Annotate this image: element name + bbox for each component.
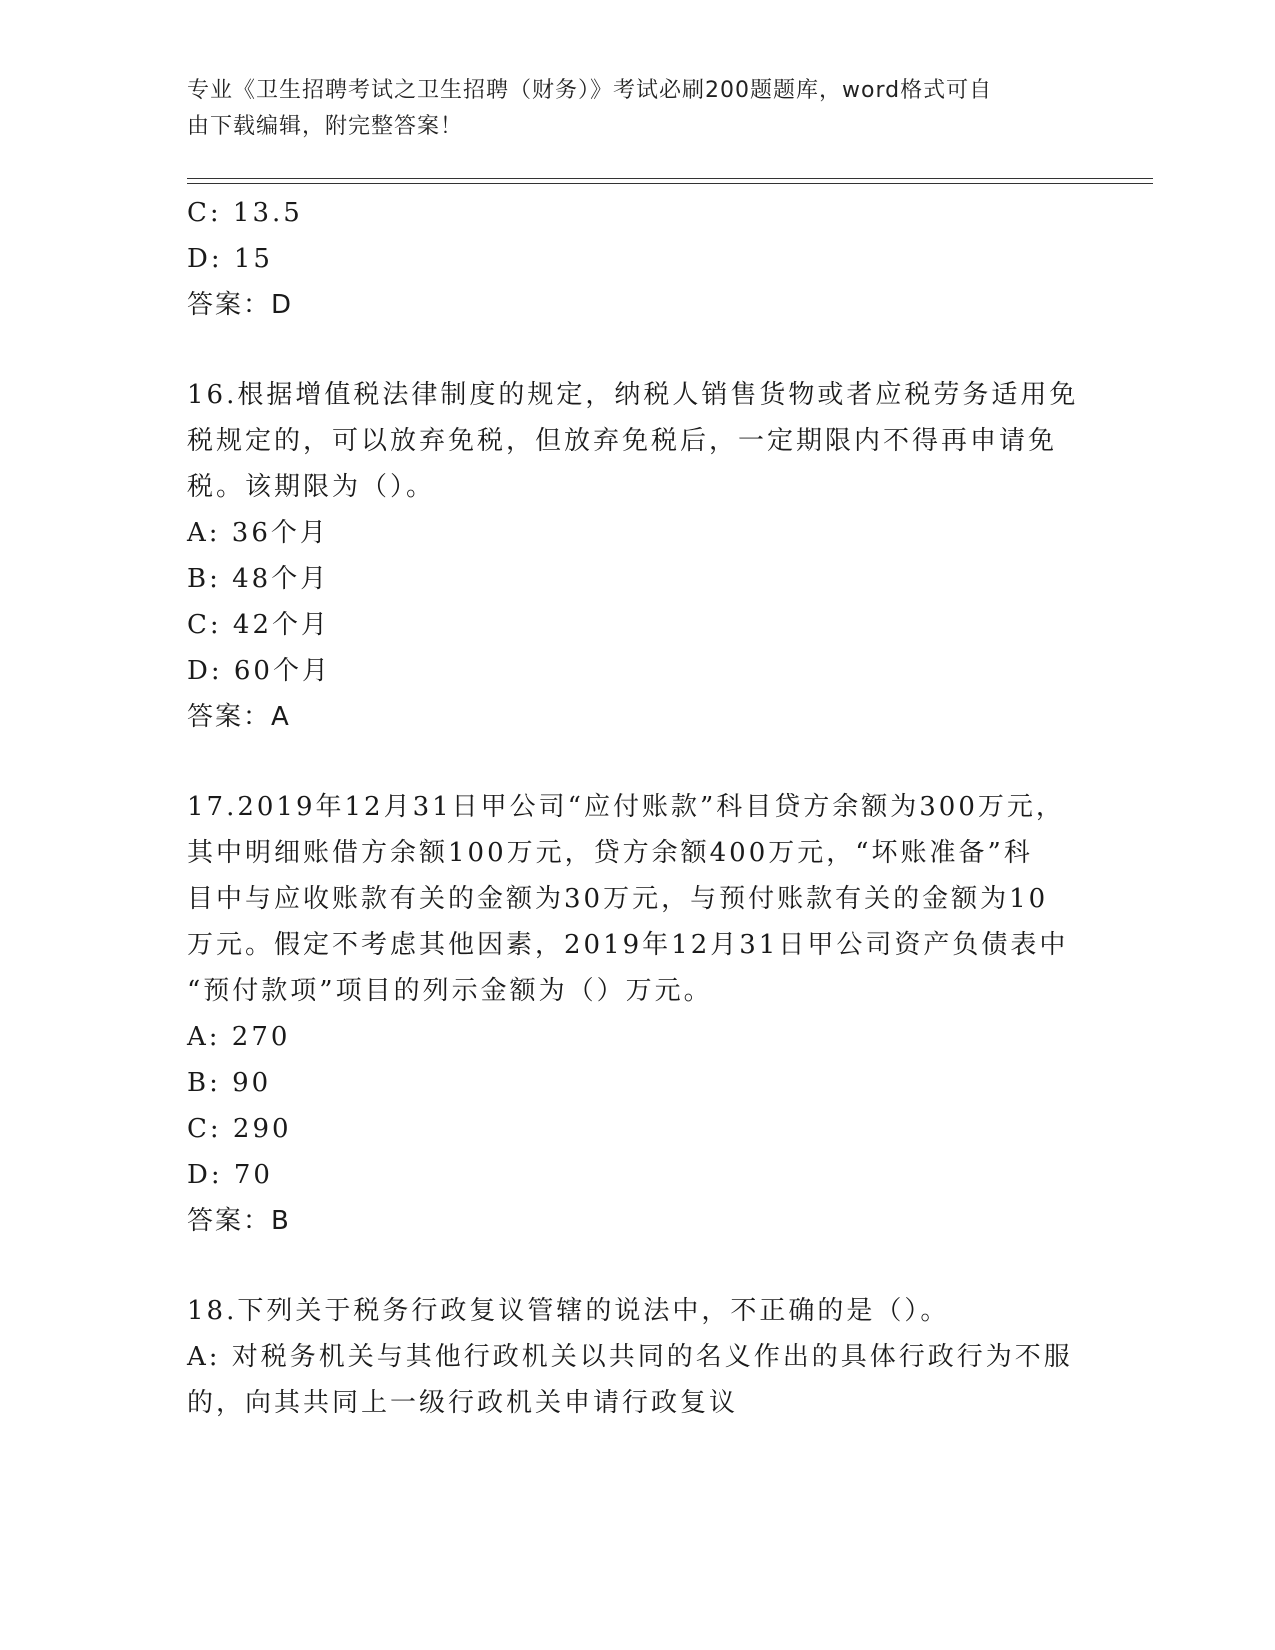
question-text-line: 税规定的，可以放弃免税，但放弃免税后，一定期限内不得再申请免 — [187, 426, 1058, 456]
option-d: D: 15 — [187, 244, 273, 274]
question-15-tail — [187, 190, 1087, 328]
question-16 — [187, 372, 1087, 740]
question-text-line: 目中与应收账款有关的金额为30万元，与预付账款有关的金额为10 — [187, 884, 1049, 914]
option-c: C: 42个月 — [187, 610, 331, 640]
header-line-2: 由下载编辑，附完整答案！ — [187, 114, 464, 139]
header-divider-bottom — [187, 183, 1153, 184]
option-a: A: 36个月 — [187, 518, 329, 548]
option-b: B: 48个月 — [187, 564, 330, 594]
option-c: C: 13.5 — [187, 198, 303, 228]
question-18 — [187, 1288, 1087, 1426]
question-text-line: 万元。假定不考虑其他因素，2019年12月31日甲公司资产负债表中 — [187, 930, 1069, 960]
answer-line: 答案：D — [187, 290, 294, 320]
option-d: D: 60个月 — [187, 656, 331, 686]
option-a: A: 对税务机关与其他行政机关以共同的名义作出的具体行政行为不服 — [187, 1342, 1073, 1372]
option-a-continued: 的，向其共同上一级行政机关申请行政复议 — [187, 1388, 739, 1418]
question-text-line: “预付款项”项目的列示金额为（）万元。 — [187, 976, 713, 1006]
option-c: C: 290 — [187, 1114, 292, 1144]
option-b: B: 90 — [187, 1068, 272, 1098]
answer-line: 答案：B — [187, 1206, 291, 1236]
answer-line: 答案：A — [187, 702, 291, 732]
header-divider-top — [187, 178, 1153, 179]
document-body — [187, 190, 1087, 1426]
header-line-1: 专业《卫生招聘考试之卫生招聘（财务）》考试必刷200题题库，word格式可自 — [187, 78, 993, 103]
question-text-line: 18.下列关于税务行政复议管辖的说法中，不正确的是（）。 — [187, 1296, 950, 1326]
question-text-line: 其中明细账借方余额100万元，贷方余额400万元，“坏账准备”科 — [187, 838, 1033, 868]
question-text-line: 16.根据增值税法律制度的规定，纳税人销售货物或者应税劳务适用免 — [187, 380, 1079, 410]
option-d: D: 70 — [187, 1160, 273, 1190]
question-17 — [187, 784, 1087, 1244]
option-a: A: 270 — [187, 1022, 291, 1052]
question-text-line: 17.2019年12月31日甲公司“应付账款”科目贷方余额为300万元， — [187, 792, 1065, 822]
question-text-line: 税。该期限为（）。 — [187, 472, 436, 502]
document-header — [187, 73, 1067, 145]
